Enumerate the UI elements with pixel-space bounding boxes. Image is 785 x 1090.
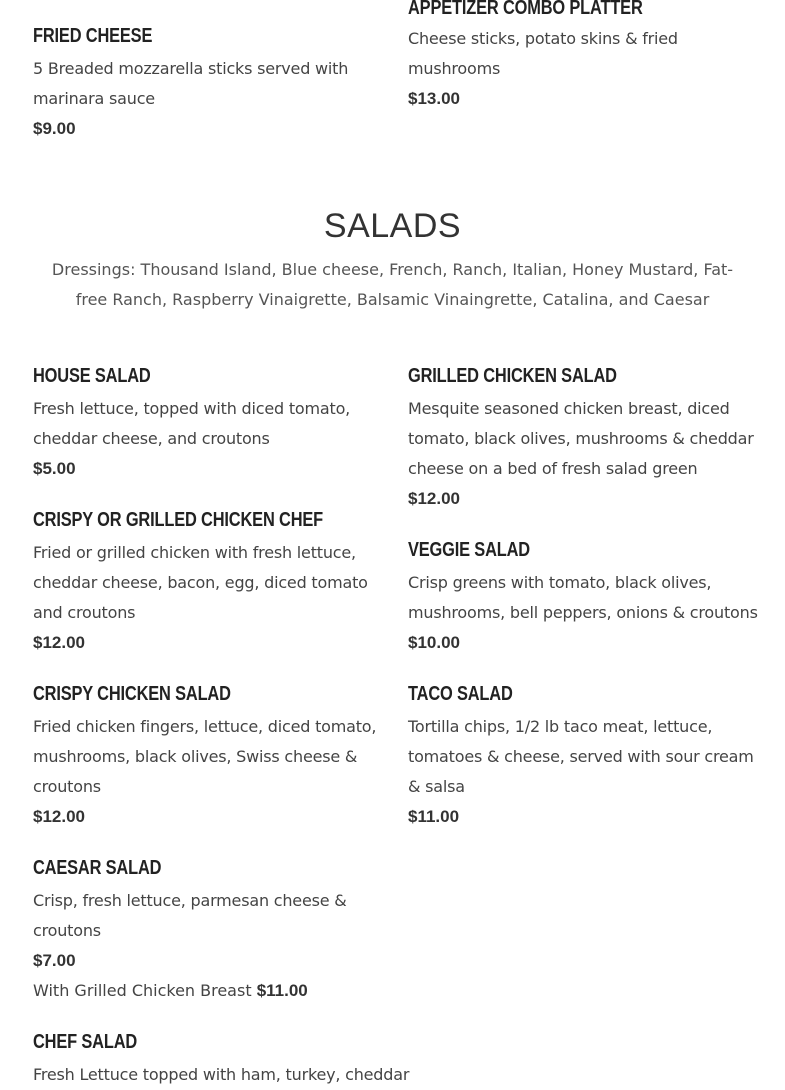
- option-price: $11.00: [256, 981, 308, 1000]
- item-description: Fried chicken fingers, lettuce, diced tomato, mushrooms, black olives, Swiss cheese & croutons: [33, 717, 377, 796]
- item-name: HOUSE SALAD: [33, 365, 151, 387]
- item-description: Mesquite seasoned chicken breast, diced tomato, black olives, mushrooms & cheddar cheese on a bed of fresh salad green: [408, 399, 754, 478]
- item-description: Cheese sticks, potato skins & fried mushrooms: [408, 29, 678, 78]
- item-description: 5 Breaded mozzarella sticks served with marinara sauce: [33, 59, 349, 108]
- item-price: $12.00: [33, 807, 85, 826]
- item-price: $10.00: [408, 633, 460, 652]
- item-name: VEGGIE SALAD: [408, 539, 530, 561]
- item-description: Fresh Lettuce topped with ham, turkey, cheddar: [33, 1065, 410, 1084]
- item-description: Crisp greens with tomato, black olives, mushrooms, bell peppers, onions & croutons: [408, 573, 758, 622]
- item-option: [33, 976, 378, 1006]
- item-price: $11.00: [408, 807, 460, 826]
- item-price: $12.00: [33, 633, 85, 652]
- item-price: $5.00: [33, 459, 76, 478]
- item-description: Fresh lettuce, topped with diced tomato, cheddar cheese, and croutons: [33, 399, 351, 448]
- dressings-note: Dressings: Thousand Island, Blue cheese, French, Ranch, Italian, Honey Mustard, Fat-free Ranch, Raspberry Vinaigrette, Balsamic Vinaingrette, Catalina, and Caesar: [51, 260, 734, 309]
- item-name: FRIED CHEESE: [33, 25, 153, 47]
- section-title-salads: SALADS: [323, 207, 462, 245]
- item-price: $13.00: [408, 89, 460, 108]
- menu-item-house-salad: [33, 362, 378, 484]
- item-name: TACO SALAD: [408, 683, 513, 705]
- item-description: Fried or grilled chicken with fresh lettuce, cheddar cheese, bacon, egg, diced tomato and croutons: [33, 543, 368, 622]
- menu-item-veggie-salad: [408, 536, 758, 658]
- menu-item-fried-cheese: [33, 22, 378, 144]
- item-name: CHEF SALAD: [33, 1031, 138, 1053]
- item-description: Tortilla chips, 1/2 lb taco meat, lettuce, tomatoes & cheese, served with sour cream & salsa: [408, 717, 754, 796]
- menu-item-taco-salad: [408, 680, 758, 832]
- menu-item-caesar-salad: [33, 854, 378, 1006]
- menu-item-crispy-chicken-salad: [33, 680, 378, 832]
- item-price: $12.00: [408, 489, 460, 508]
- item-name: CAESAR SALAD: [33, 857, 162, 879]
- menu-item-appetizer-combo: [408, 0, 768, 114]
- menu-item-crispy-grilled-chef: [33, 506, 378, 658]
- option-label: With Grilled Chicken Breast: [33, 981, 252, 1000]
- menu-item-grilled-chicken-salad: [408, 362, 758, 514]
- item-name: CRISPY OR GRILLED CHICKEN CHEF: [33, 509, 324, 531]
- item-name: APPETIZER COMBO PLATTER: [408, 0, 643, 19]
- item-name: GRILLED CHICKEN SALAD: [408, 365, 617, 387]
- item-name: CRISPY CHICKEN SALAD: [33, 683, 231, 705]
- item-description: Crisp, fresh lettuce, parmesan cheese & croutons: [33, 891, 347, 940]
- menu-item-chef-salad: [33, 1028, 410, 1090]
- item-price: $7.00: [33, 951, 76, 970]
- item-price: $9.00: [33, 119, 76, 138]
